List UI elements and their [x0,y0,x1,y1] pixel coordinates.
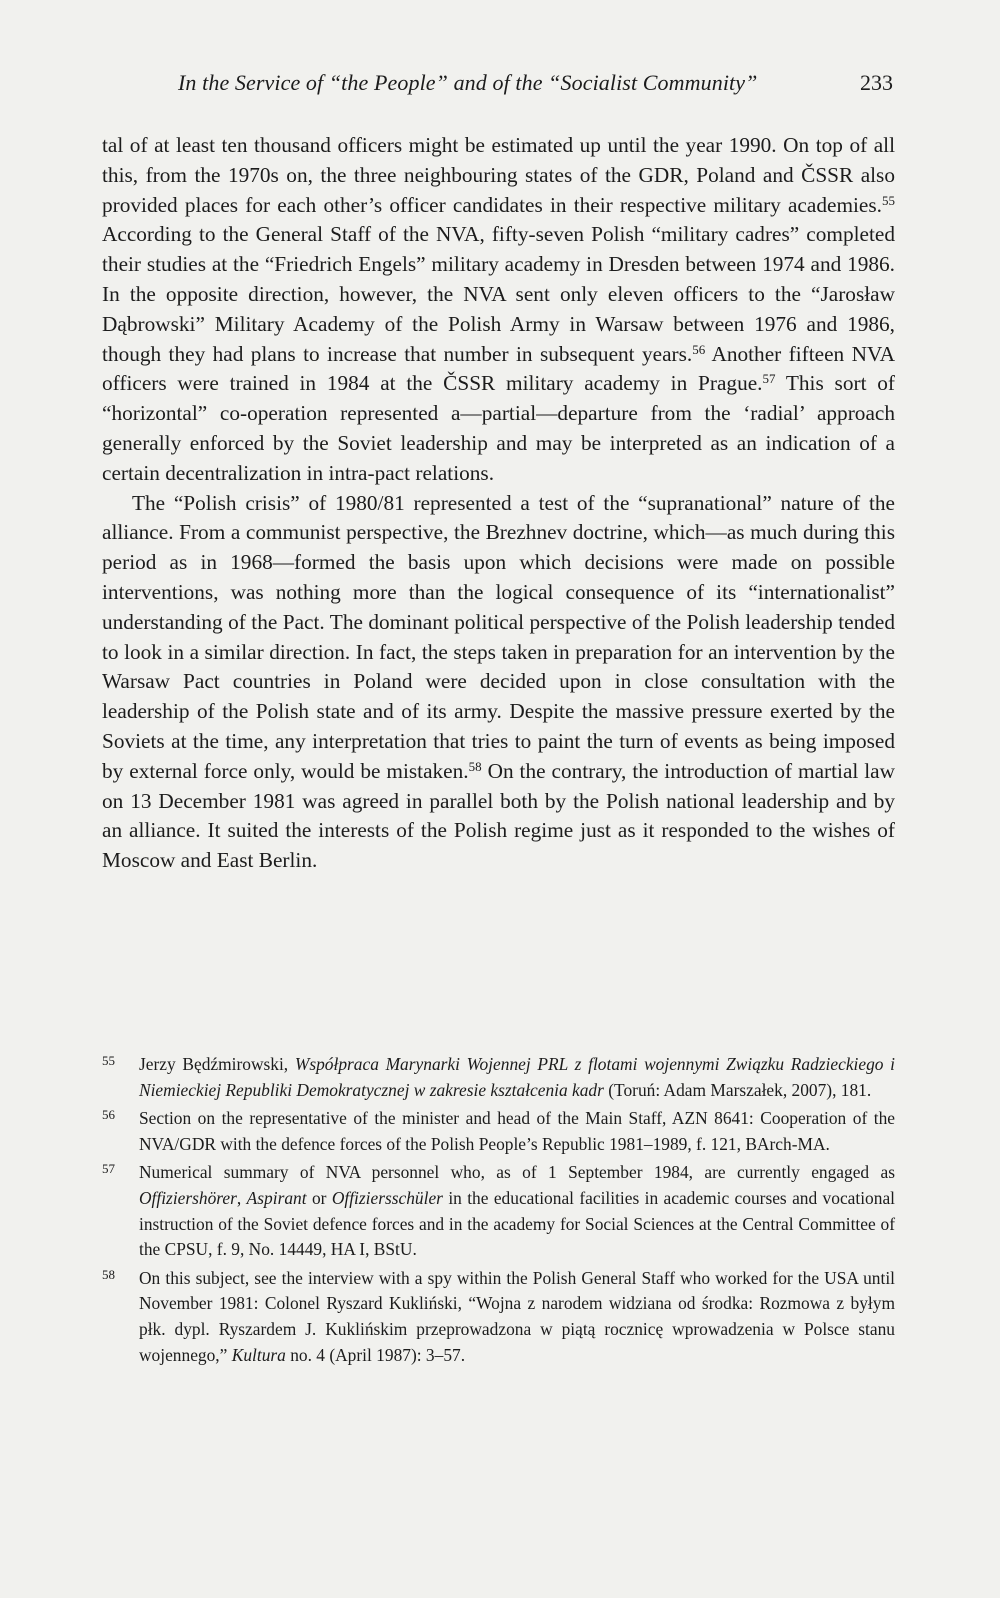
footnote-number: 56 [102,1107,115,1123]
footnote-text: Numerical summary of NVA personnel who, as of 1 September 1984, are currently engaged as [139,1162,895,1183]
footnote-text: no. 4 (April 1987): 3–57. [285,1344,466,1365]
paragraph-1 [102,131,895,489]
footnote-journal: Kultura [231,1344,286,1365]
footnotes [102,1052,895,1371]
running-title: In the Service of “the People” and of the “Socialist Community” [178,70,758,95]
footnote-ref-55[interactable]: 55 [882,192,895,208]
footnote-text: On this subject, see the interview with a spy within the Polish General Staff who worked for the USA until November 1981: Colonel Ryszard Kukliński, “Wojna z narodem widziana od środka: Rozmowa z byłym płk. dypl. Ryszardem J. Kuklińskim przeprowadzona w piątą rocznicę wprowadzenia w Polsce stanu wojennego,” [139,1267,895,1365]
footnote-number: 57 [102,1161,115,1177]
footnote-ref-58[interactable]: 58 [468,758,482,774]
footnote-56 [102,1106,895,1157]
footnote-text: in the educational facilities in academic courses and vocational instruction of the Soviet defence forces and in the academy for Social Sciences at the Central Committee of the CPSU, f. 9, No. 14449, HA I, BStU. [139,1187,895,1260]
text-run: According to the General Staff of the NVA, fifty-seven Polish “military cadres” completed their studies at the “Friedrich Engels” military academy in Dresden between 1974 and 1986. In the opposite direction, however, the NVA sent only eleven officers to the “Jarosław Dąbrowski” Military Academy of the Polish Army in Warsaw between 1976 and 1986, though they had plans to increase that number in subsequent years. [102,222,895,366]
footnote-term: Offiziersschüler [331,1187,443,1208]
footnote-term: Offiziershörer [139,1187,237,1208]
footnote-ref-56[interactable]: 56 [692,341,706,357]
footnote-text: or [306,1187,332,1208]
text-run: The “Polish crisis” of 1980/81 represented a test of the “supranational” nature of the alliance. From a communist perspective, the Brezhnev doctrine, which—as much during this period as in 1968—formed the basis upon which decisions were made on possible interventions, was nothing more than the logical consequence of its “internationalist” understanding of the Pact. The dominant political perspective of the Polish leadership tended to look in a similar direction. In fact, the steps taken in preparation for an intervention by the Warsaw Pact countries in Poland were decided upon in close consultation with the leadership of the Polish state and of its army. Despite the massive pressure exerted by the Soviets at the time, any interpretation that tries to paint the turn of events as being imposed by external force only, would be mistaken. [102,490,895,783]
text-run: Another fifteen NVA officers were trained in 1984 at the ČSSR military academy in Prague. [102,341,895,396]
text-run: This sort of “horizontal” co-operation represented a—partial—departure from the ‘radial’ approach generally enforced by the Soviet leadership and may be interpreted as an indication of a certain decentralization in intra-pact relations. [102,371,895,485]
footnote-text: , [236,1187,247,1208]
footnote-ref-57[interactable]: 57 [762,371,776,387]
footnote-text: (Toruń: Adam Marszałek, 2007), 181. [603,1079,872,1100]
running-head [100,70,895,102]
footnote-text: Section on the representative of the minister and head of the Main Staff, AZN 8641: Cooperation of the NVA/GDR with the defence forces of the Polish People’s Republic 1981–1989, f. 121, BArch-MA. [139,1108,895,1154]
paragraph-2 [102,489,895,876]
text-run: tal of at least ten thousand officers might be estimated up until the year 1990. On top of all this, from the 1970s on, the three neighbouring states of the GDR, Poland and ČSSR also provided places for each other’s officer candidates in their respective military academies. [102,133,895,217]
footnote-title: Współpraca Marynarki Wojennej PRL z flotami wojennymi Związku Radzieckiego i Niemieckiej Republiki Demokratycznej w zakresie kształcenia kadr [139,1054,895,1100]
footnote-number: 55 [102,1053,115,1068]
footnote-55 [102,1052,895,1103]
body-text [102,131,895,876]
footnote-text: Jerzy Będźmirowski, [139,1054,295,1074]
footnote-58 [102,1266,895,1368]
footnote-term: Aspirant [246,1187,307,1208]
page-number: 233 [860,70,893,95]
text-run: On the contrary, the introduction of martial law on 13 December 1981 was agreed in parallel both by the Polish national leadership and by an alliance. It suited the interests of the Polish regime just as it responded to the wishes of Moscow and East Berlin. [102,758,896,873]
footnote-number: 58 [102,1266,115,1282]
footnote-57 [102,1160,895,1262]
